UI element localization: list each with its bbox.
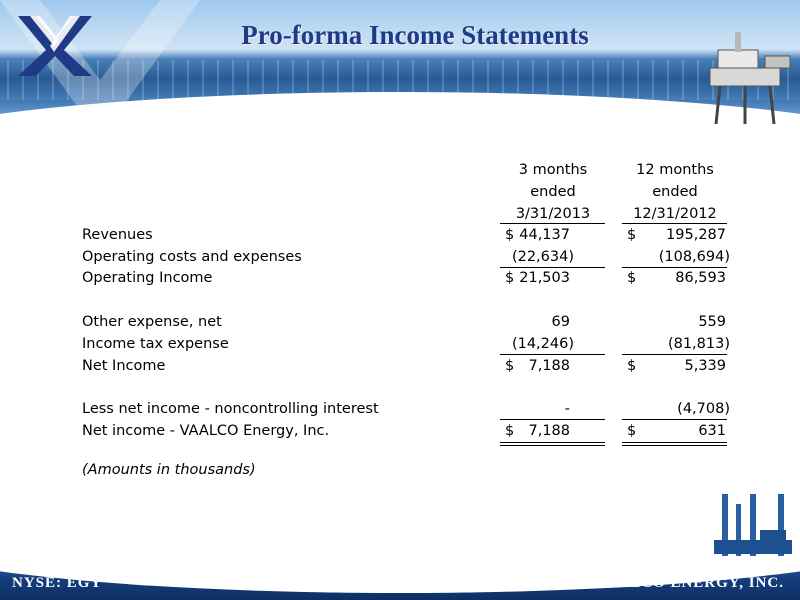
currency-symbol: $ [505, 227, 515, 243]
col1-header-line3: 3/31/2013 [515, 206, 591, 222]
cell-operating-costs-q1: (22,634) [511, 249, 574, 265]
subtotal-underline [622, 419, 727, 420]
subtotal-underline [500, 419, 605, 420]
header-underline [500, 223, 605, 224]
header-underline [622, 223, 727, 224]
currency-symbol: $ [627, 270, 637, 286]
subtotal-underline [500, 267, 605, 268]
cell-net-income-vaalco-fy: 631 [698, 423, 726, 439]
footer-ticker: NYSE: EGY [12, 575, 103, 591]
cell-income-tax-q1: (14,246) [511, 336, 574, 352]
row-label-revenues: Revenues [82, 227, 153, 243]
col2-header-line2: ended [652, 184, 698, 200]
row-label-net-income: Net Income [82, 358, 166, 374]
subtotal-underline [622, 267, 727, 268]
cell-net-income-fy: 5,339 [684, 358, 726, 374]
cell-operating-income-fy: 86,593 [675, 270, 726, 286]
currency-symbol: $ [627, 423, 637, 439]
row-label-net-income-vaalco: Net income - VAALCO Energy, Inc. [82, 423, 330, 439]
row-label-other-expense: Other expense, net [82, 314, 222, 330]
currency-symbol: $ [505, 358, 515, 374]
cell-operating-costs-fy: (108,694) [658, 249, 730, 265]
total-double-underline [622, 445, 727, 446]
cell-revenues-q1: 44,137 [519, 227, 570, 243]
total-double-underline [500, 445, 605, 446]
col2-header-line3: 12/31/2012 [633, 206, 717, 222]
footer-company: VAALCO ENERGY, INC. [596, 575, 784, 591]
currency-symbol: $ [627, 227, 637, 243]
cell-net-income-vaalco-q1: 7,188 [528, 423, 570, 439]
cell-net-income-q1: 7,188 [528, 358, 570, 374]
cell-noncontrolling-q1: - [564, 401, 570, 417]
total-double-underline [500, 442, 605, 443]
cell-noncontrolling-fy: (4,708) [677, 401, 730, 417]
total-double-underline [622, 442, 727, 443]
row-label-operating-income: Operating Income [82, 270, 213, 286]
col2-header-line1: 12 months [636, 162, 714, 178]
subtotal-underline [622, 354, 727, 355]
subtotal-underline [500, 354, 605, 355]
currency-symbol: $ [627, 358, 637, 374]
col1-header-line2: ended [530, 184, 576, 200]
cell-income-tax-fy: (81,813) [667, 336, 730, 352]
slide-title: Pro-forma Income Statements [241, 20, 589, 50]
cell-operating-income-q1: 21,503 [519, 270, 570, 286]
currency-symbol: $ [505, 423, 515, 439]
cell-other-expense-fy: 559 [698, 314, 726, 330]
cell-revenues-fy: 195,287 [666, 227, 726, 243]
amounts-note: (Amounts in thousands) [82, 462, 256, 478]
cell-other-expense-q1: 69 [551, 314, 570, 330]
row-label-operating-costs: Operating costs and expenses [82, 249, 302, 265]
row-label-income-tax: Income tax expense [82, 336, 229, 352]
currency-symbol: $ [505, 270, 515, 286]
row-label-noncontrolling-interest: Less net income - noncontrolling interest [82, 401, 379, 417]
col1-header-line1: 3 months [518, 162, 588, 178]
drilling-rig-icon [700, 490, 800, 570]
